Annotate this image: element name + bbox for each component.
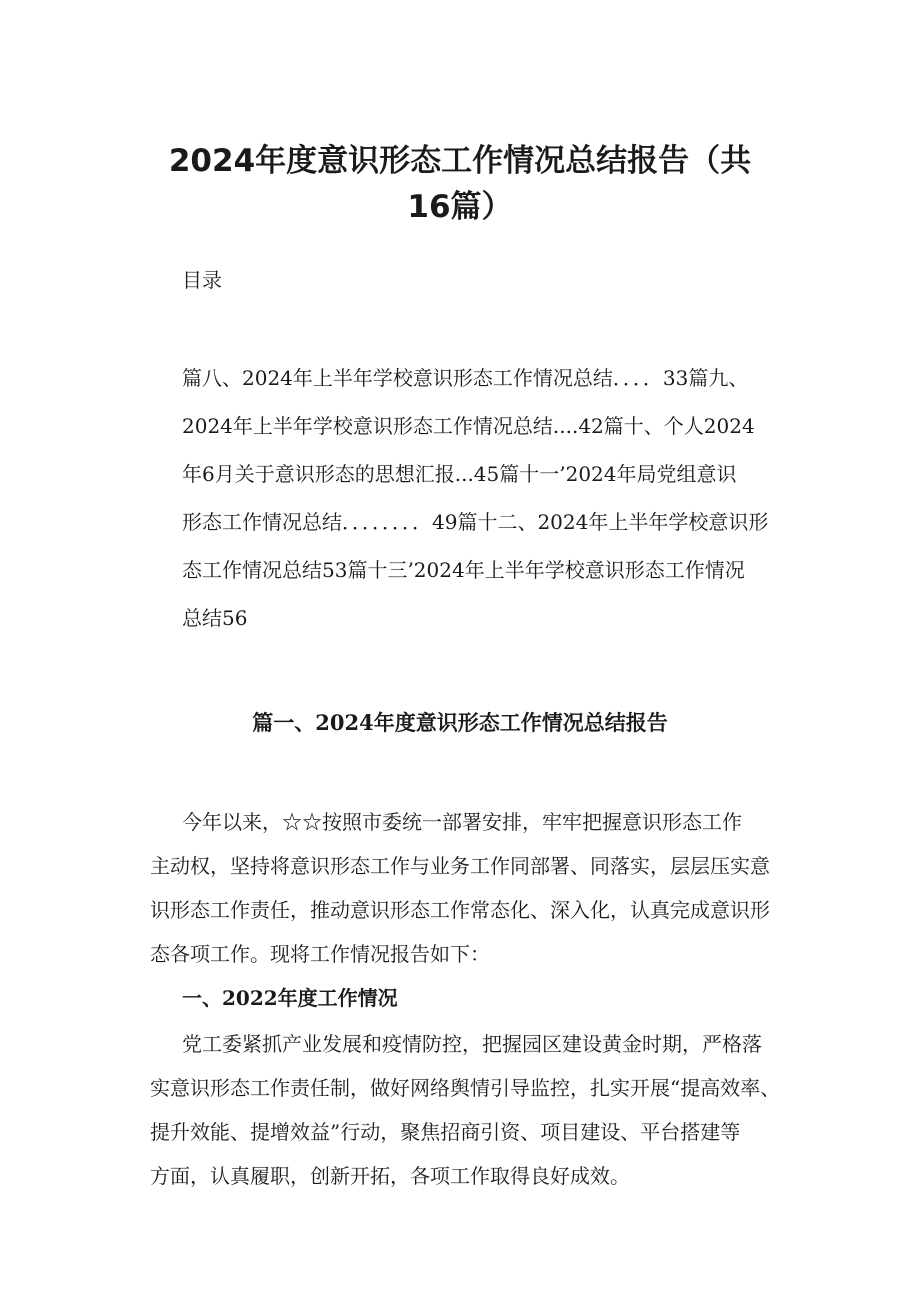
paragraph-line: 识形态工作责任，推动意识形态工作常态化、深入化，认真完成意识形 bbox=[150, 898, 770, 922]
document-title-line-2: 16篇） bbox=[407, 189, 513, 225]
toc-line: 2024年上半年学校意识形态工作情况总结....42篇十、个人2024 bbox=[182, 414, 755, 438]
paragraph-line: 实意识形态工作责任制，做好网络舆情引导监控，扎实开展“提高效率、 bbox=[150, 1076, 781, 1100]
document-title-line-1: 2024年度意识形态工作情况总结报告（共 bbox=[168, 143, 752, 179]
paragraph-line: 党工委紧抓产业发展和疫情防控，把握园区建设黄金时期，严格落 bbox=[182, 1032, 762, 1056]
paragraph-line: 提升效能、提增效益”行动，聚焦招商引资、项目建设、平台搭建等 bbox=[150, 1120, 741, 1144]
subheading: 一、2022年度工作情况 bbox=[182, 986, 398, 1010]
toc-line: 篇八、2024年上半年学校意识形态工作情况总结．．．．33篇九、 bbox=[182, 366, 749, 390]
paragraph-line: 方面，认真履职，创新开拓，各项工作取得良好成效。 bbox=[150, 1164, 630, 1188]
toc-line: 形态工作情况总结．．．．．．．．49篇十二、2024年上半年学校意识形 bbox=[182, 510, 769, 534]
paragraph-line: 态各项工作。现将工作情况报告如下： bbox=[150, 942, 490, 966]
paragraph-line: 主动权，坚持将意识形态工作与业务工作同部署、同落实，层层压实意 bbox=[150, 854, 770, 878]
toc-line: 态工作情况总结53篇十三’2024年上半年学校意识形态工作情况 bbox=[182, 558, 745, 582]
toc-line: 总结56 bbox=[182, 606, 248, 630]
paragraph-line: 今年以来，☆☆按照市委统一部署安排，牢牢把握意识形态工作 bbox=[182, 810, 742, 834]
toc-label: 目录 bbox=[182, 268, 222, 292]
section-title: 篇一、2024年度意识形态工作情况总结报告 bbox=[252, 710, 668, 735]
toc-line: 年6月关于意识形态的思想汇报...45篇十一’2024年局党组意识 bbox=[182, 462, 737, 486]
